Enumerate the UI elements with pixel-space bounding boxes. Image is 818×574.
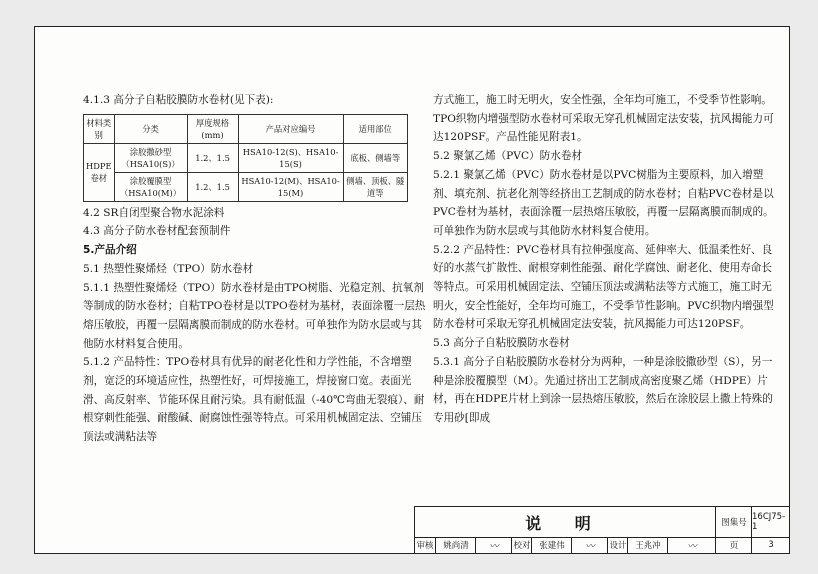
checker-signature: 〰 [571, 537, 608, 553]
section-5-2-1: 5.2.1 聚氯乙烯（PVC）防水卷材是以PVC树脂为主要原料，加入增塑剂、填充剂、抗老化剂等经挤出工艺制成的防水卷材；自粘PVC卷材是以PVC卷材为基材，表面涂覆一层热熔压敏胶，再覆一层隔离膜而制成的。可单独作为防水层或与其他防水材料复合使用。 [433, 168, 774, 237]
checker-name: 张建伟 [531, 537, 572, 553]
cell: 底板、侧墙等 [343, 143, 407, 172]
table-row [84, 143, 408, 172]
right-column [433, 91, 780, 428]
paragraph-continued: 方式施工，施工时无明火，安全性强，全年均可施工，不受季节性影响。TPO织物内增强型防水卷材可采取无穿孔机械固定法安装，抗风揭能力可达120PSF。产品性能见附表1。 [433, 94, 774, 144]
title-block [414, 506, 789, 553]
table-row [84, 172, 408, 201]
section-5-1: 5.1 热塑性聚烯烃（TPO）防水卷材 [83, 262, 254, 275]
review-label: 审核 [416, 541, 434, 551]
section-4-3: 4.3 高分子防水卷材配套预制件 [83, 225, 231, 238]
section-4-2: 4.2 SR自闭型聚合物水泥涂料 [83, 206, 225, 219]
section-4-1-3: 4.1.3 高分子自粘胶膜防水卷材(见下表): [83, 94, 274, 106]
design-label: 设计 [607, 537, 628, 553]
section-5-2: 5.2 聚氯乙烯（PVC）防水卷材 [433, 150, 583, 163]
section-5-1-2: 5.1.2 产品特性：TPO卷材具有优异的耐老化性和力学性能，不含增塑剂，宽泛的环境适应性，热塑性好，可焊接施工，焊接窗口宽。表面光滑、高反射率、节能环保且耐污染。具有耐低温（-40℃弯曲无裂痕）、耐根穿刺性能强、耐酸碱、耐腐蚀性强等特点。可采用机械固定法、空铺压顶法或满粘法等 [83, 356, 425, 444]
atlas-label: 图集号 [715, 507, 752, 537]
designer-signature: 〰 [667, 537, 716, 553]
page-number: 3 [751, 537, 790, 553]
cell: 涂胶覆膜型（HSA10(M)） [114, 172, 187, 201]
th-material: 材料类别 [84, 114, 115, 143]
left-column [83, 91, 430, 447]
cell-material: HDPE卷材 [84, 143, 115, 201]
reviewer-signature: 〰 [475, 537, 512, 553]
section-5-3-1: 5.3.1 高分子自粘胶膜防水卷材分为两种，一种是涂胶撒砂型（S），另一种是涂胶覆膜型（M）。先通过挤出工艺制成高密度聚乙烯（HDPE）片材，再在HDPE片材上到涂一层热熔压敏胶，然后在涂胶层上撒上特殊的专用砂[即成 [433, 355, 773, 424]
section-5-heading: 5.产品介绍 [83, 244, 137, 257]
cell: 侧墙、顶板、隧道等 [343, 172, 407, 201]
cell: HSA10-12(M)、HSA10-15(M) [238, 172, 343, 201]
reviewer-name: 姚尚清 [435, 537, 476, 553]
check-label: 校对 [511, 537, 532, 553]
cell: HSA10-12(S)、HSA10-15(S) [238, 143, 343, 172]
section-5-2-2: 5.2.2 产品特性：PVC卷材具有拉伸强度高、延伸率大、低温柔性好、良好的水蒸气扩散性、耐根穿刺性能强、耐化学腐蚀、耐老化、使用寿命长等特点。可采用机械固定法、空铺压顶法或满粘法等方式施工，施工时无明火，安全性能好，全年均可施工，不受季节性影响。PVC织物内增强型防水卷材可采取无穿孔机械固定法安装，抗风揭能力可达120PSF。 [433, 243, 774, 331]
th-code: 产品对应编号 [238, 114, 343, 143]
th-class: 分类 [114, 114, 187, 143]
section-5-3: 5.3 高分子自粘胶膜防水卷材 [433, 337, 570, 350]
material-table [83, 114, 408, 202]
page-label: 页 [715, 537, 752, 553]
sheet-title: 说 明 [525, 513, 605, 533]
cell: 1.2、1.5 [187, 172, 238, 201]
cell: 1.2、1.5 [187, 143, 238, 172]
drawing-sheet [34, 26, 790, 554]
th-thickness: 厚度规格(mm) [187, 114, 238, 143]
th-usage: 适用部位 [343, 114, 407, 143]
cell: 涂胶撒砂型（HSA10(S)） [114, 143, 187, 172]
atlas-number: 16CJ75-1 [751, 507, 790, 537]
section-5-1-1: 5.1.1 热塑性聚烯烃（TPO）防水卷材是由TPO树脂、光稳定剂、抗氧剂等制成的防水卷材；自粘TPO卷材是以TPO卷材为基材，表面涂覆一层热熔压敏胶，再覆一层隔离膜而制成的防水卷材。可单独作为防水层或与其他防水材料复合使用。 [83, 281, 426, 350]
designer-name: 王兆冲 [627, 537, 668, 553]
